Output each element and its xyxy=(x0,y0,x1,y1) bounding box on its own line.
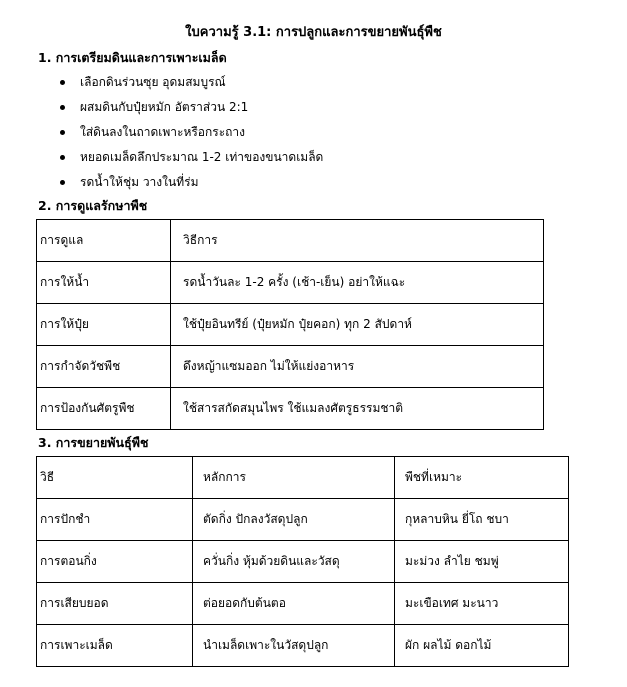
table-cell: ต่อยอดกับต้นตอ xyxy=(193,583,395,625)
table-row xyxy=(37,304,544,346)
table-cell: มะเขือเทศ มะนาว xyxy=(395,583,569,625)
section-1-heading: 1. การเตรียมดินและการเพาะเมล็ด xyxy=(38,50,227,65)
list-item xyxy=(58,170,323,195)
table-cell: การเสียบยอด xyxy=(37,583,193,625)
table-header-cell: การดูแล xyxy=(37,220,171,262)
plant-care-table xyxy=(36,219,544,430)
table-row xyxy=(37,499,569,541)
list-item-text: ผสมดินกับปุ๋ยหมัก อัตราส่วน 2:1 xyxy=(80,100,249,114)
table-header-cell: วิธี xyxy=(37,457,193,499)
table-cell: การปักชำ xyxy=(37,499,193,541)
table-cell: รดน้ำวันละ 1-2 ครั้ง (เช้า-เย็น) อย่าให้แฉะ xyxy=(171,262,544,304)
bullet-icon xyxy=(60,105,65,110)
table-row xyxy=(37,388,544,430)
section-2-heading: 2. การดูแลรักษาพืช xyxy=(38,198,148,213)
table-cell: นำเมล็ดเพาะในวัสดุปลูก xyxy=(193,625,395,667)
list-item xyxy=(58,120,323,145)
table-cell: ผัก ผลไม้ ดอกไม้ xyxy=(395,625,569,667)
table-header-cell: หลักการ xyxy=(193,457,395,499)
table-header-cell: พืชที่เหมาะ xyxy=(395,457,569,499)
bullet-icon xyxy=(60,130,65,135)
table-cell: ควั่นกิ่ง หุ้มด้วยดินและวัสดุ xyxy=(193,541,395,583)
table-row xyxy=(37,262,544,304)
list-item xyxy=(58,95,323,120)
list-item-text: ใส่ดินลงในถาดเพาะหรือกระถาง xyxy=(80,125,246,139)
table-cell: การตอนกิ่ง xyxy=(37,541,193,583)
list-item-text: เลือกดินร่วนซุย อุดมสมบูรณ์ xyxy=(80,75,226,89)
table-cell: การกำจัดวัชพืช xyxy=(37,346,171,388)
table-cell: มะม่วง ลำไย ชมพู่ xyxy=(395,541,569,583)
bullet-icon xyxy=(60,80,65,85)
section-3-heading: 3. การขยายพันธุ์พืช xyxy=(38,435,149,450)
table-cell: ใช้สารสกัดสมุนไพร ใช้แมลงศัตรูธรรมชาติ xyxy=(171,388,544,430)
list-item xyxy=(58,70,323,95)
table-header-cell: วิธีการ xyxy=(171,220,544,262)
table-row xyxy=(37,346,544,388)
table-cell: การให้ปุ๋ย xyxy=(37,304,171,346)
table-cell: การป้องกันศัตรูพืช xyxy=(37,388,171,430)
bullet-icon xyxy=(60,155,65,160)
table-cell: การเพาะเมล็ด xyxy=(37,625,193,667)
table-header-row xyxy=(37,220,544,262)
document-title: ใบความรู้ 3.1: การปลูกและการขยายพันธุ์พืช xyxy=(185,25,442,40)
table-row xyxy=(37,541,569,583)
table-header-row xyxy=(37,457,569,499)
list-item xyxy=(58,145,323,170)
table-cell: ตัดกิ่ง ปักลงวัสดุปลูก xyxy=(193,499,395,541)
list-item-text: รดน้ำให้ชุ่ม วางในที่ร่ม xyxy=(80,175,199,189)
table-cell: ใช้ปุ๋ยอินทรีย์ (ปุ๋ยหมัก ปุ๋ยคอก) ทุก 2 สัปดาห์ xyxy=(171,304,544,346)
bullet-icon xyxy=(60,180,65,185)
list-item-text: หยอดเมล็ดลึกประมาณ 1-2 เท่าของขนาดเมล็ด xyxy=(80,150,324,164)
soil-prep-list xyxy=(58,70,323,195)
propagation-table xyxy=(36,456,569,667)
table-cell: ดึงหญ้าแซมออก ไม่ให้แย่งอาหาร xyxy=(171,346,544,388)
table-row xyxy=(37,583,569,625)
table-cell: การให้น้ำ xyxy=(37,262,171,304)
table-row xyxy=(37,625,569,667)
table-cell: กุหลาบหิน ยี่โถ ชบา xyxy=(395,499,569,541)
